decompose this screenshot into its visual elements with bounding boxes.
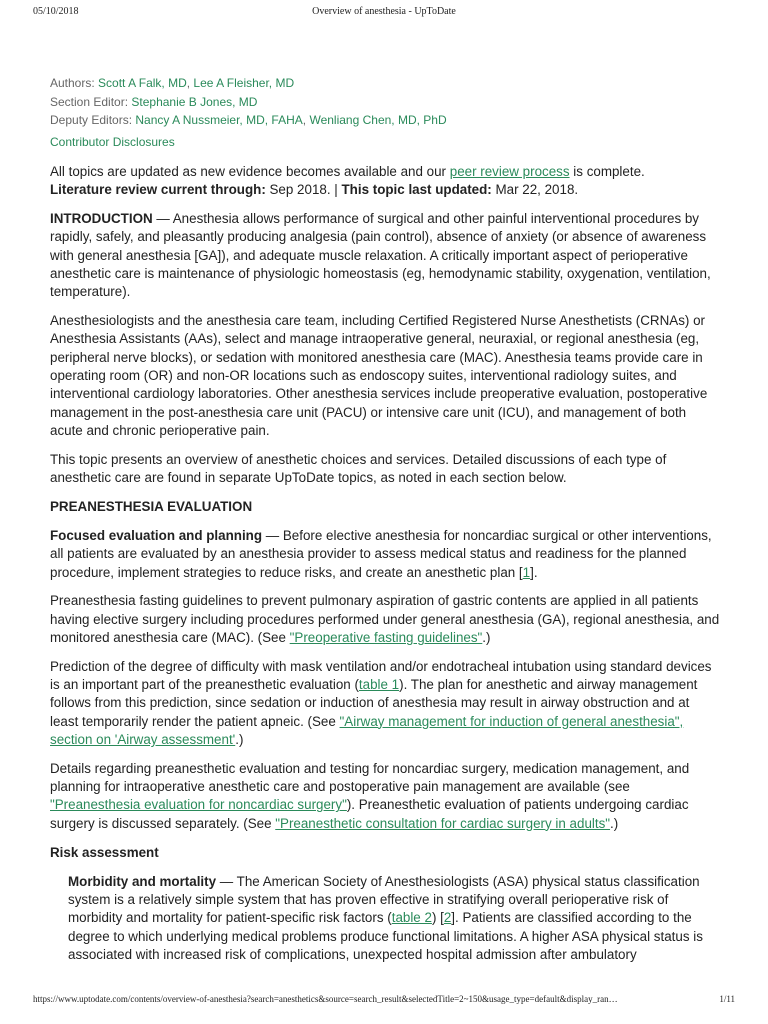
contributor-disclosures-link[interactable]: Contributor Disclosures xyxy=(50,135,175,149)
update-notice xyxy=(50,163,720,200)
focused-evaluation-heading: Focused evaluation and planning xyxy=(50,528,263,544)
morbidity-heading: Morbidity and mortality xyxy=(68,873,217,889)
paragraph-text: ]. xyxy=(530,564,538,580)
paragraph-text: ). The plan for anesthetic and airway management follows from this prediction, since sedation or induction of anesthesia may result in airway obstruction and at least temporarily render the patient apneic. (See xyxy=(50,677,698,729)
paragraph-text: Details regarding preanesthetic evaluation and testing for noncardiac surgery, medication management, and planning for intraoperative anesthetic care and postoperative pain management are available (see xyxy=(50,760,690,795)
fasting-guidelines-link[interactable]: "Preoperative fasting guidelines" xyxy=(289,630,483,646)
introduction-paragraph xyxy=(50,210,720,301)
peer-review-link[interactable]: peer review process xyxy=(449,164,570,179)
authors-label: Authors: xyxy=(50,76,95,90)
preanesthesia-evaluation-link[interactable]: "Preanesthesia evaluation for noncardiac surgery" xyxy=(50,797,347,813)
table-1-link[interactable]: table 1 xyxy=(358,677,400,693)
paragraph-text: Prediction of the degree of difficulty with mask ventilation and/or endotracheal intubation using standard devices is an important part of the preanesthetic evaluation ( xyxy=(50,658,712,693)
preanesthesia-heading: PREANESTHESIA EVALUATION xyxy=(50,498,253,514)
paragraph: This topic presents an overview of anesthetic choices and services. Detailed discussions of each type of anesthetic care are found in separate UpToDate topics, as noted in each section below. xyxy=(50,451,667,485)
last-updated-label: This topic last updated: xyxy=(341,182,492,198)
introduction-heading: INTRODUCTION xyxy=(50,211,153,227)
page-url: https://www.uptodate.com/contents/overview-of-anesthesia?search=anesthetics&source=search_result&selectedTitle=2~150&usage_type=default&display_ran… xyxy=(33,994,618,1004)
last-updated-value: Mar 22, 2018. xyxy=(491,182,579,198)
cardiac-consultation-link[interactable]: "Preanesthetic consultation for cardiac surgery in adults" xyxy=(275,815,611,831)
paragraph-text: ). Preanesthetic evaluation of patients undergoing cardiac surgery is discussed separately. (See xyxy=(50,797,689,831)
paragraph-text: — The American Society of Anesthesiologists (ASA) physical status classification system is a relatively simple system that has proven effective in stratifying overall perioperative risk of morbidity and mortality for patient-specific risk factors ( xyxy=(68,873,700,926)
page-number: 1/11 xyxy=(719,994,735,1004)
reference-link[interactable]: 2 xyxy=(443,910,452,926)
article-body xyxy=(50,163,720,975)
airway-management-link[interactable]: "Airway management for induction of general anesthesia", section on 'Airway assessment' xyxy=(50,713,684,748)
paragraph-text: .) xyxy=(235,732,244,748)
paragraph-text: ]. Patients are classified according to the degree to which underlying medical problems produce functional limitations. A higher ASA physical status is associated with increased risk of complications, unexpected hospital admission after ambulatory xyxy=(68,910,703,962)
risk-assessment-heading: Risk assessment xyxy=(50,844,159,860)
details-paragraph xyxy=(50,760,720,833)
fasting-paragraph xyxy=(50,592,720,647)
literature-review-value: Sep 2018. | xyxy=(265,182,342,198)
deputy-editor-link[interactable]: Wenliang Chen, MD, PhD xyxy=(309,113,447,127)
deputy-editors-row: Deputy Editors: Nancy A Nussmeier, MD, FAHA, Wenliang Chen, MD, PhD xyxy=(50,113,447,127)
section-editor-row xyxy=(50,93,447,112)
deputy-editor-link[interactable]: Nancy A Nussmeier, MD, FAHA xyxy=(135,113,303,127)
print-date: 05/10/2018 xyxy=(33,6,79,17)
table-2-link[interactable]: table 2 xyxy=(391,910,432,926)
focused-evaluation-paragraph xyxy=(50,527,720,582)
paragraph-text: — Before elective anesthesia for noncardiac surgical or other interventions, all patients are evaluated by an anesthesia provider to assess medical status and readiness for the planned procedure, implement strategies to reduce risks, and create an anesthetic plan [ xyxy=(50,528,712,580)
update-text: is complete. xyxy=(569,164,645,179)
print-footer xyxy=(33,994,735,1008)
paragraph-text: .) xyxy=(482,630,491,646)
prediction-paragraph xyxy=(50,658,720,749)
reference-link[interactable]: 1 xyxy=(522,564,531,580)
topic-meta xyxy=(50,74,447,130)
section-editor-label: Section Editor: xyxy=(50,94,129,109)
paragraph-text: ) [ xyxy=(431,910,444,926)
author-link[interactable]: Scott A Falk, MD xyxy=(98,76,187,90)
author-link[interactable]: Lee A Fleisher, MD xyxy=(193,76,295,90)
print-title: Overview of anesthesia - UpToDate xyxy=(312,6,456,17)
deputy-editors-label: Deputy Editors: xyxy=(50,113,133,127)
update-text: All topics are updated as new evidence becomes available and our xyxy=(50,164,450,179)
section-editor-link[interactable]: Stephanie B Jones, MD xyxy=(131,94,258,109)
morbidity-paragraph xyxy=(50,873,720,964)
paragraph-text: Preanesthesia fasting guidelines to prevent pulmonary aspiration of gastric contents are applied in all patients having elective surgery including procedures performed under general anesthesia (GA), regional anesthesia, and monitored anesthesia care (MAC). (See xyxy=(50,593,720,646)
print-header xyxy=(33,6,735,20)
literature-review-label: Literature review current through: xyxy=(50,182,266,198)
paragraph: Anesthesiologists and the anesthesia care team, including Certified Registered Nurse Anesthetists (CRNAs) or Anesthesia Assistants (AAs), select and manage intraoperative general, neuraxial, or regional anesthesia (eg, peripheral nerve blocks), or sedation with monitored anesthesia care (MAC). Anesthesia teams provide care in operating room (OR) and non-OR locations such as endoscopy suites, interventional radiology suites, and interventional cardiology laboratories. Other anesthesia services include preoperative evaluation, postoperative management in the post-anesthesia care unit (PACU) or intensive care unit (ICU), and management of both acute and chronic perioperative pain. xyxy=(50,313,708,438)
paragraph-text: .) xyxy=(610,815,619,831)
authors-row: Authors: Scott A Falk, MD, Lee A Fleisher, MD xyxy=(50,76,295,90)
paragraph-text: — Anesthesia allows performance of surgical and other painful interventional procedures by rapidly, safely, and pleasantly producing analgesia (pain control), absence of anxiety (or absence of awareness with general anesthesia [GA]), and adequate muscle relaxation. A critically important aspect of perioperative anesthetic care is maintenance of physiologic homeostasis (eg, hemodynamic stability, oxygenation, ventilation, temperature). xyxy=(50,211,711,300)
